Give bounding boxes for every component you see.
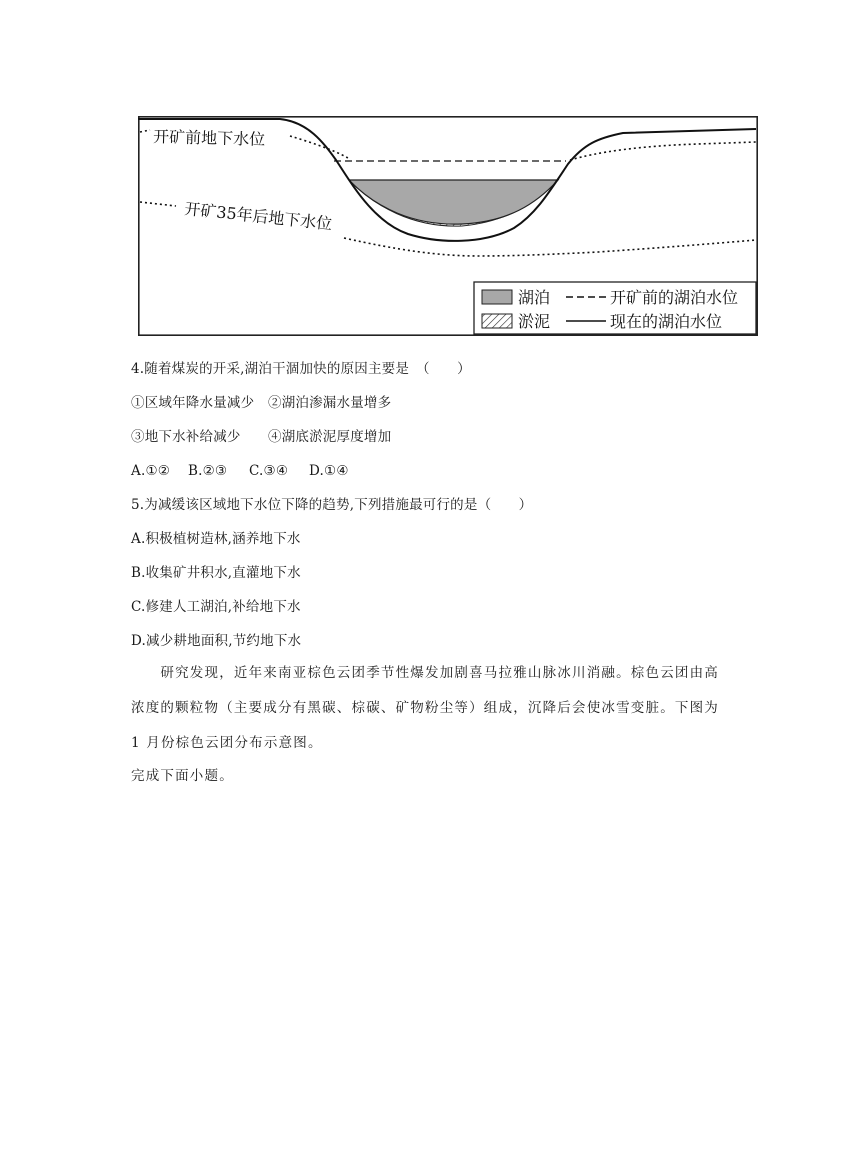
question-5-option-c[interactable]: C.修建人工湖泊,补给地下水 xyxy=(131,599,301,615)
question-5-option-a[interactable]: A.积极植树造林,涵养地下水 xyxy=(131,531,301,547)
question-4-statements-line-1: ①区域年降水量减少 ②湖泊渗漏水量增多 xyxy=(131,395,392,411)
lake-cross-section-diagram xyxy=(138,116,758,336)
question-5-stem: 5.为减缓该区域地下水位下降的趋势,下列措施最可行的是（ ） xyxy=(131,497,533,513)
option-a[interactable]: A.①② xyxy=(131,463,171,479)
question-5-option-d[interactable]: D.减少耕地面积,节约地下水 xyxy=(131,633,302,649)
question-4-statements-line-2: ③地下水补给减少 ④湖底淤泥厚度增加 xyxy=(131,429,392,445)
legend-lake-label: 湖泊 xyxy=(518,288,551,307)
post-mining-water-table-label: 开矿35年后地下水位 xyxy=(183,199,334,234)
passage-line-2: 浓度的颗粒物（主要成分有黑碳、棕碳、矿物粉尘等）组成，沉降后会使冰雪变脏。下图为 xyxy=(131,700,719,716)
pre-mining-water-table-label: 开矿前地下水位 xyxy=(152,127,266,149)
question-4-options xyxy=(131,462,349,480)
passage-instruction: 完成下面小题。 xyxy=(131,768,234,784)
question-4-stem: 4.随着煤炭的开采,湖泊干涸加快的原因主要是 （ ） xyxy=(131,361,471,377)
legend-pre-mining-level-label: 开矿前的湖泊水位 xyxy=(610,288,739,307)
legend-lake-swatch xyxy=(482,290,512,304)
passage-line-1: 研究发现，近年来南亚棕色云团季节性爆发加剧喜马拉雅山脉冰川消融。棕色云团由高 xyxy=(131,665,719,681)
option-b[interactable]: B.②③ xyxy=(188,463,228,479)
passage-line-3: 1 月份棕色云团分布示意图。 xyxy=(131,735,323,751)
legend xyxy=(474,282,756,334)
legend-silt-swatch xyxy=(482,314,512,328)
option-c[interactable]: C.③④ xyxy=(249,463,289,479)
option-d[interactable]: D.①④ xyxy=(309,463,349,479)
legend-current-level-label: 现在的湖泊水位 xyxy=(610,312,723,331)
question-5-option-b[interactable]: B.收集矿井积水,直灌地下水 xyxy=(131,565,301,581)
legend-silt-label: 淤泥 xyxy=(518,312,551,331)
